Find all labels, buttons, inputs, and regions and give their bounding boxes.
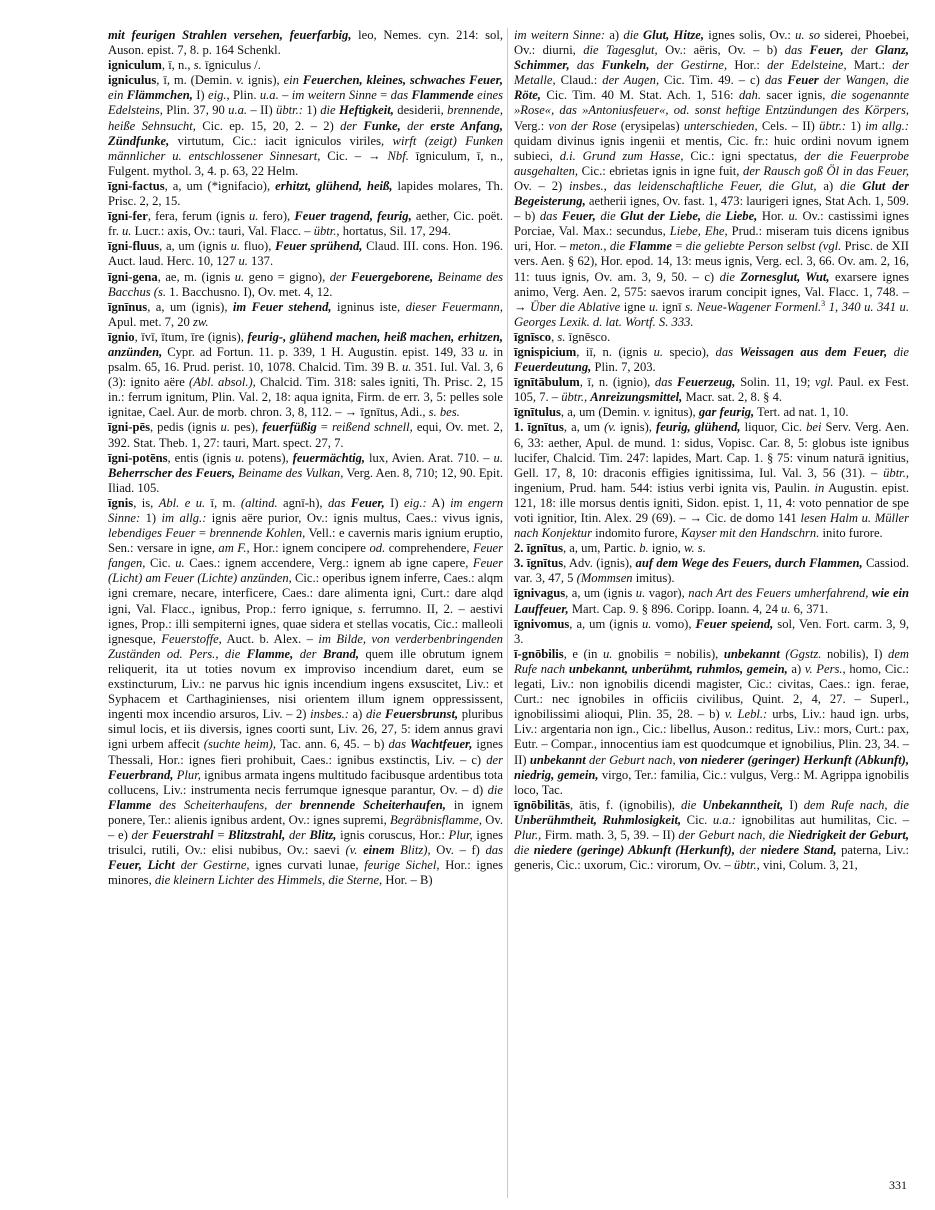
left-column	[108, 28, 503, 888]
dictionary-entry: īgnio, īvī, ītum, īre (ignis), feurig-, glühend machen, heiß machen, erhitzen, anzünden, Cypr. ad Fortun. 11. p. 339, 1 H. Augustin. epist. 149, 33 u. in psalm. 65, 16. Prud. perist. 10, 1078. Chalcid. Tim. 39 B. u. 351. Iul. Val. 3, 6 (3): ignito aëre (Abl. absol.), Chalcid. Tim. 318: sales igniti, Th. Prisc. 2, 15 in.: ferrum ignitum, Plin. Val. 2, 18: aqua ignita, Firm. de err. 3, 5: pelles sole ignitae, Cael. Aur. de morb. chron. 3, 8, 112. – → īgnītus, Adi., s. bes.	[108, 329, 504, 420]
dictionary-entry: īgni-pēs, pedis (ignis u. pes), feuerfüßig = reißend schnell, equi, Ov. met. 2, 392. Stat. Theb. 1, 27: tauri, Mart. spect. 27, 7.	[108, 420, 503, 450]
dictionary-entry: ī-gnōbilis, e (in u. gnobilis = nobilis), unbekannt (Ggstz. nobilis), I) dem Rufe nach unbekannt, unberühmt, ruhmlos, gemein, a) v. Pers., homo, Cic.: legati, Liv.: non ignobilis dicendi magister, Cic.: civitas, Caes.: ign. ferae, Curt.: nec ignobiles in officiis civilibus, Quint. 2, 4, 27. – Superl., ignobilissimi alioqui, Plin. 35, 28. – b) v. Lebl.: urbs, Liv.: haud ign. urbs, Liv.: argentaria non ign., Cic.: libellus, Auson.: reditus, Liv.: mors, Curt.: pax, Eutr. – Compar., innocentius iam est quodcumque et ignobilius, Plin. 23, 34. – II) unbekannt der Geburt nach, von niederer (geringer) Herkunft (Abkunft), niedrig, gemein, virgo, Ter.: familia, Cic.: vulgus, Verg.: M. Agrippa ignobilis loco, Tac.	[514, 646, 909, 797]
dictionary-entry: īgnītulus, a, um (Demin. v. ignitus), gar feurig, Tert. ad nat. 1, 10.	[514, 405, 849, 420]
right-column	[514, 28, 909, 873]
dictionary-entry: īgnis, is, Abl. e u. ī, m. (altind. agnī-h), das Feuer, I) eig.: A) im engern Sinne: 1) im allg.: ignis aëre purior, Ov.: ignis multus, Caes.: vivus ignis, lebendiges Feuer = brennende Kohlen, Vell.: e cavernis maris ignium eruptio, Sen.: versare in igne, am F., Hor.: ignem concipere od. comprehendere, Feuer fangen, Cic. u. Caes.: ignem accendere, Verg.: ignem ab igne capere, Feuer (Licht) am Feuer (Lichte) anzünden, Cic.: operibus ignem inferre, Caes.: alqm igni cremare, necare, interficere, Caes.: dare alimenta igni, Curt.: dare alqd igni, Val. Flacc., ignibus, Prop.: ferro ignique, s. ferrumno. II, 2. – aestivi ignes, Prop.: illi sempiterni ignes, quae sidera et stellas vocatis, Cic.: malleoli ignesque, Feuerstoffe, Auct. b. Alex. – im Bilde, von verderbenbringenden Zuständen od. Pers., die Flamme, der Brand, quem ille obrutum ignem reliquerit, ita ut toties novum ex improviso incendium daret, eum se exstincturum, Liv.: ne parvus hic ignis incendium ingens exsuscitet, Liv.: et Syphacem et Carthaginienses, nisi orientem illum ignem oppressissent, ingenti mox incendio arsuros, Liv. – 2) insbes.: a) die Feuersbrunst, pluribus simul locis, et iis diversis, ignes coorti sunt, Liv. 26, 27, 5: idem annus gravi igni urbem affecit (suchte heim), Tac. ann. 6, 45. – b) das Wachtfeuer, ignes Thessali, Hor.: ignes fieri prohibuit, Caes.: ignibus exstinctis, Liv. – c) der Feuerbrand, Plur, ignibus armata ingens multitudo facibusque ardentibus tota collucens, Liv.: instrumenta necis ferrumque ignesque parantur, Ov. – d) die Flamme des Scheiterhaufens, der brennende Scheiterhaufen, in ignem ponere, Ter.: alienis ignibus ardent, Ov.: ignes supremi, Begräbnisflamme, Ov. – e) der Feuerstrahl = Blitzstrahl, der Blitz, ignis coruscus, Hor.: Plur, ignes trisulci, rutili, Ov.: elisi nubibus, Ov.: saevi (v. einem Blitz), Ov. – f) das Feuer, Licht der Gestirne, ignes curvati lunae, feurige Sichel, Hor.: ignes minores, die kleinern Lichter des Himmels, die Sterne, Hor. – B)	[108, 495, 504, 888]
dictionary-entry: mit feurigen Strahlen versehen, feuerfarbig, leo, Nemes. cyn. 214: sol, Auson. epist. 7, 8. p. 164 Schenkl.	[108, 28, 503, 58]
dictionary-entry: īgni-factus, a, um (*ignifacio), erhitzt, glühend, heiß, lapides molares, Th. Prisc. 2, 2, 15.	[108, 178, 503, 209]
dictionary-entry: īgnivomus, a, um (ignis u. vomo), Feuer speiend, sol, Ven. Fort. carm. 3, 9, 3.	[514, 616, 910, 646]
dictionary-entry: 1. īgnītus, a, um (v. ignis), feurig, glühend, liquor, Cic. bei Serv. Verg. Aen. 6, 33: aether, Apul. de mund. 1: sidus, Vopisc. Car. 8, 5: globus iste ignibus lucifer, Chalcid. Tim. 247: lapides, Mart. Cap. 1. § 75: vinum naturā ignitius, Gell. 17, 8, 10: draconis effigies ignitissima, Iul. Val. 3, 56 (31). – übtr., ingenium, Prud. ham. 544: istius verbi ignita vis, Paulin. in Augustin. epist. 121, 18: ille morsus dentis igniti, Sidon. epist. 1, 11, 4: voto pennatior de spe voti ignitior, Itin. Alex. 29 (69). – → Cic. de domo 141 lesen Halm u. Müller nach Konjektur indomito furore, Kayser mit den Handschrn. inito furore.	[514, 420, 909, 541]
dictionary-entry: īgnīnus, a, um (ignis), im Feuer stehend, igninus iste, dieser Feuermann, Apul. met. 7, 20 zw.	[108, 299, 503, 329]
dictionary-entry: īgni-gena, ae, m. (ignis u. geno = gigno), der Feuergeborene, Beiname des Bacchus (s. 1. Bacchusno. I), Ov. met. 4, 12.	[108, 269, 503, 299]
dictionary-entry: īgnispicium, iī, n. (ignis u. specio), das Weissagen aus dem Feuer, die Feuerdeutung, Plin. 7, 203.	[514, 344, 909, 375]
dictionary-entry: īgnōbilitās, ātis, f. (ignobilis), die Unbekanntheit, I) dem Rufe nach, die Unberühmtheit, Ruhmlosigkeit, Cic. u.a.: ignobilitas aut humilitas, Cic. – Plur., Firm. math. 3, 5, 39. – II) der Geburt nach, die Niedrigkeit der Geburt, die niedere (geringe) Abkunft (Herkunft), der niedere Stand, paterna, Liv.: generis, Cic.: uxorum, Cic.: virorum, Ov. – übtr., vini, Colum. 3, 21,	[514, 797, 910, 873]
dictionary-entry: īgnivagus, a, um (ignis u. vagor), nach Art des Feuers umherfahrend, wie ein Lauffeuer, Mart. Cap. 9. § 896. Coripp. Ioann. 4, 24 u. 6, 371.	[514, 586, 910, 616]
dictionary-entry: īgnītābulum, ī, n. (ignio), das Feuerzeug, Solin. 11, 19; vgl. Paul. ex Fest. 105, 7. – übtr., Anreizungsmittel, Macr. sat. 2, 8. § 4.	[514, 375, 909, 405]
dictionary-entry: im weitern Sinne: a) die Glut, Hitze, ignes solis, Ov.: u. so siderei, Phoebei, Ov.: diurni, die Tagesglut, Ov.: aëris, Ov. – b) das Feuer, der Glanz, Schimmer, das Funkeln, der Gestirne, Hor.: der Edelsteine, Mart.: der Metalle, Claud.: der Augen, Cic. Tim. 49. – c) das Feuer der Wangen, die Röte, Cic. Tim. 40 M. Stat. Ach. 1, 516: dah. sacer ignis, die sogenannte »Rose«, das »Antoniusfeuer«, od. sonst heftige Entzündungen des Körpers, Verg.: von der Rose (erysipelas) unterschieden, Cels. – II) übtr.: 1) im allg.: quidam divinus ignis ingenii et mentis, Cic. fr.: huic ordini novum ignem subieci, d.i. Grund zum Hasse, Cic.: igni spectatus, der die Feuerprobe ausgehalten, Cic.: ebrietas ignis in igne fuit, der Rausch goß Öl in das Feuer, Ov. – 2) insbes., das leidenschaftliche Feuer, die Glut, a) die Glut der Begeisterung, aetherii ignes, Ov. fast. 1, 473: laurigeri ignes, Stat Ach. 1, 509. – b) das Feuer, die Glut der Liebe, die Liebe, Hor. u. Ov.: castissimi ignes Porciae, Val. Max.: secundus, Liebe, Ehe, Prud.: miseram tuis dicens ignibus uri, Hor. – meton., die Flamme = die geliebte Person selbst (vgl. Prisc. de XII vers. Aen. § 62), Hor. epod. 14, 13: meus ignis, Verg. ecl. 3, 66. Ov. am. 2, 16, 11: tuus ignis, Ov. am. 3, 9, 50. – c) die Zornesglut, Wut, exarsere ignes animo, Verg. Aen. 2, 575: saevos irarum concipit ignes, Val. Flacc. 1, 748. – → Über die Ablative igne u. ignī s. Neue-Wagener Formenl.$^3$ 1, 340 u. 341 u. Georges Lexik. d. lat. Wortf. S. 333.	[514, 28, 910, 329]
page-number: 331	[889, 1178, 907, 1192]
dictionary-entry: igniculus, ī, m. (Demin. v. ignis), ein Feuerchen, kleines, schwaches Feuer, ein Flämmchen, I) eig., Plin. u.a. – im weitern Sinne = das Flammende eines Edelsteins, Plin. 37, 90 u.a. – II) übtr.: 1) die Heftigkeit, desiderii, brennende, heiße Sehnsucht, Cic. ep. 15, 20, 2. – 2) der Funke, der erste Anfang, Zündfunke, virtutum, Cic.: iacit igniculos viriles, wirft (zeigt) Funken männlicher u. entschlossener Sinnesart, Cic. – → Nbf. īgniculum, ī, n., Fulgent. mythol. 3, 4. p. 63, 22 Helm.	[108, 73, 504, 178]
dictionary-entry: 2. īgnītus, a, um, Partic. b. ignio, w. s.	[514, 541, 706, 556]
dictionary-entry: īgni-fer, fera, ferum (ignis u. fero), Feuer tragend, feurig, aether, Cic. poët. fr. u. Lucr.: axis, Ov.: tauri, Val. Flacc. – übtr., hortatus, Sil. 17, 294.	[108, 209, 503, 239]
dictionary-entry: īgni-potēns, entis (ignis u. potens), feuermächtig, lux, Avien. Arat. 710. – u. Beherrscher des Feuers, Beiname des Vulkan, Verg. Aen. 8, 710; 12, 90. Epit. Iliad. 105.	[108, 450, 503, 495]
dictionary-entry: īgni-fluus, a, um (ignis u. fluo), Feuer sprühend, Claud. III. cons. Hon. 196. Auct. laud. Herc. 10, 127 u. 137.	[108, 239, 504, 269]
dictionary-entry: 3. īgnītus, Adv. (ignis), auf dem Wege des Feuers, durch Flammen, Cassiod. var. 3, 47, 5 (Mommsen imitus).	[514, 556, 909, 586]
column-divider	[507, 28, 508, 1198]
dictionary-entry: īgnīsco, s. īgnēsco.	[514, 329, 611, 344]
dictionary-entry: igniculum, ī, n., s. īgniculus /.	[108, 58, 261, 73]
